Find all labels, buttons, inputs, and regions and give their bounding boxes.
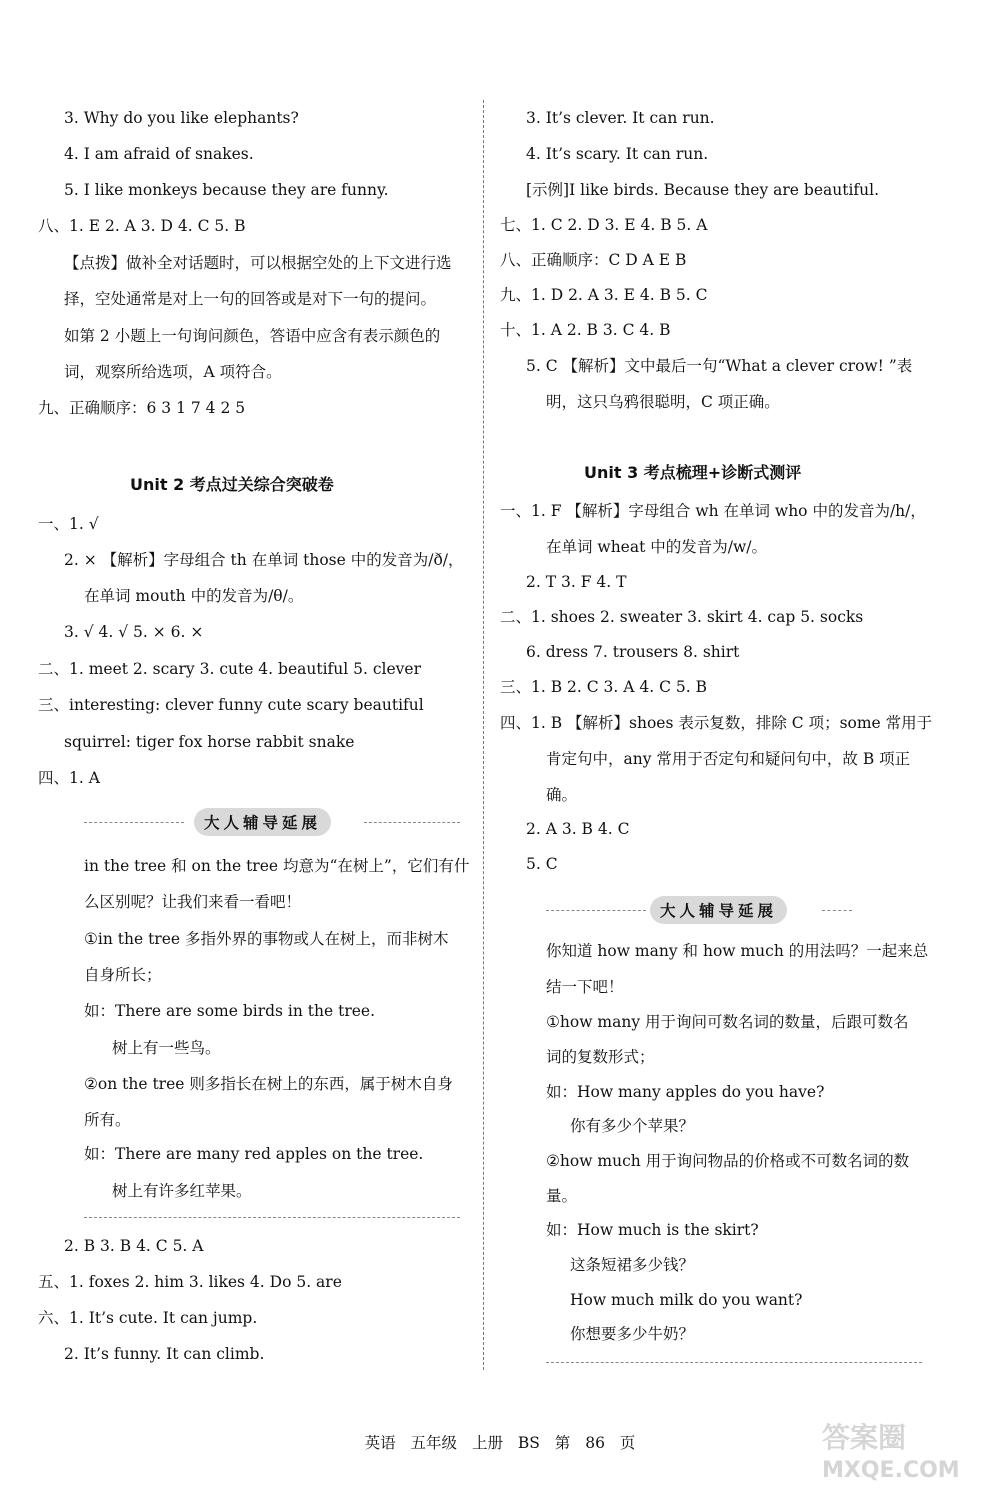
extension-line: 你知道 how many 和 how much 的用法吗？一起来总 [546, 942, 929, 960]
answer-line: 明，这只乌鸦很聪明，C 项正确。 [546, 393, 780, 411]
extension-line: 你想要多少牛奶？ [570, 1325, 695, 1343]
tip-line: 如第 2 小题上一句询问颜色，答语中应含有表示颜色的 [64, 327, 441, 345]
answer-line: 四、1. A [38, 769, 100, 787]
answer-line: 一、1. √ [38, 515, 99, 533]
answer-line: 在单词 wheat 中的发音为/w/。 [546, 538, 767, 556]
extension-line: 自身所长； [84, 966, 162, 984]
extension-line: 所有。 [84, 1111, 131, 1129]
svg-text:答案圈: 答案圈 [822, 1421, 907, 1454]
answer-line: 确。 [546, 786, 578, 804]
extension-line: ②on the tree 则多指长在树上的东西，属于树木自身 [84, 1075, 453, 1093]
answer-line: 2. B 3. B 4. C 5. A [64, 1237, 204, 1255]
answer-line: 三、interesting: clever funny cute scary beautiful [38, 696, 424, 714]
extension-line: 么区别呢？让我们来看一看吧！ [84, 893, 302, 911]
extension-banner [546, 894, 922, 928]
extension-line: 你有多少个苹果？ [570, 1117, 695, 1135]
answer-line: 一、1. F 【解析】字母组合 wh 在单词 who 中的发音为/h/， [500, 502, 926, 520]
answer-line: squirrel: tiger fox horse rabbit snake [64, 733, 355, 751]
answer-line: 3. √ 4. √ 5. × 6. × [64, 623, 204, 641]
answer-line: 五、1. foxes 2. him 3. likes 4. Do 5. are [38, 1273, 342, 1291]
answer-line: 4. It’s scary. It can run. [526, 145, 709, 163]
banner-label: 大人辅导延展 [194, 808, 331, 836]
extension-line: 如：There are many red apples on the tree. [84, 1145, 424, 1163]
answer-line: 4. I am afraid of snakes. [64, 145, 254, 163]
column-divider [483, 100, 484, 1370]
extension-line: 如：How much is the skirt? [546, 1221, 759, 1239]
watermark-logo [810, 1415, 985, 1485]
extension-line: ②how much 用于询问物品的价格或不可数名词的数 [546, 1152, 910, 1170]
extension-line: 树上有一些鸟。 [112, 1039, 221, 1057]
answer-line: 5. C [526, 855, 558, 873]
tip-line: 词，观察所给选项，A 项符合。 [64, 363, 282, 381]
extension-line: 树上有许多红苹果。 [112, 1182, 252, 1200]
extension-end-divider [546, 1362, 922, 1363]
answer-line: 九、正确顺序：6 3 1 7 4 2 5 [38, 399, 246, 417]
answer-line: 八、1. E 2. A 3. D 4. C 5. B [38, 217, 246, 235]
tip-line: 【点拨】做补全对话题时，可以根据空处的上下文进行选 [64, 254, 452, 272]
extension-end-divider [84, 1217, 460, 1218]
answer-line: 肯定句中，any 常用于否定句和疑问句中，故 B 项正 [546, 750, 911, 768]
page-footer: 英语 五年级 上册 BS 第 86 页 [364, 1434, 636, 1452]
answer-line: 十、1. A 2. B 3. C 4. B [500, 321, 671, 339]
extension-line: 量。 [546, 1187, 578, 1205]
extension-line: 词的复数形式； [546, 1048, 655, 1066]
answer-line: 5. C 【解析】文中最后一句“What a clever crow! ”表 [526, 357, 913, 375]
extension-line: 这条短裙多少钱？ [570, 1256, 695, 1274]
section-title: Unit 3 考点梳理+诊断式测评 [584, 463, 802, 482]
svg-text:MXQE.COM: MXQE.COM [822, 1458, 960, 1483]
answer-line: 八、正确顺序：C D A E B [500, 251, 687, 269]
answer-line: [示例]I like birds. Because they are beautiful. [526, 181, 880, 199]
answer-line: 3. It’s clever. It can run. [526, 109, 715, 127]
extension-line: How much milk do you want? [570, 1291, 803, 1309]
answer-line: 2. A 3. B 4. C [526, 820, 630, 838]
extension-line: ①in the tree 多指外界的事物或人在树上，而非树木 [84, 930, 449, 948]
answer-line: 三、1. B 2. C 3. A 4. C 5. B [500, 678, 707, 696]
answer-line: 二、1. meet 2. scary 3. cute 4. beautiful 5. clever [38, 660, 421, 678]
extension-line: 结一下吧！ [546, 978, 624, 996]
answer-line: 5. I like monkeys because they are funny. [64, 181, 389, 199]
answer-line: 在单词 mouth 中的发音为/θ/。 [84, 587, 304, 605]
extension-line: in the tree 和 on the tree 均意为“在树上”，它们有什 [84, 857, 470, 875]
answer-line: 2. T 3. F 4. T [526, 573, 627, 591]
answer-line: 2. × 【解析】字母组合 th 在单词 those 中的发音为/ð/， [64, 551, 464, 569]
answer-line: 6. dress 7. trousers 8. shirt [526, 643, 740, 661]
answer-line: 六、1. It’s cute. It can jump. [38, 1309, 258, 1327]
banner-label: 大人辅导延展 [650, 896, 787, 924]
answer-line: 四、1. B 【解析】shoes 表示复数，排除 C 项；some 常用于 [500, 714, 933, 732]
extension-line: 如：How many apples do you have? [546, 1083, 825, 1101]
answer-line: 2. It’s funny. It can climb. [64, 1345, 265, 1363]
section-title: Unit 2 考点过关综合突破卷 [130, 475, 334, 494]
extension-line: 如：There are some birds in the tree. [84, 1002, 376, 1020]
extension-line: ①how many 用于询问可数名词的数量，后跟可数名 [546, 1013, 909, 1031]
answer-line: 七、1. C 2. D 3. E 4. B 5. A [500, 216, 708, 234]
answer-line: 九、1. D 2. A 3. E 4. B 5. C [500, 286, 708, 304]
extension-banner [84, 806, 460, 840]
answer-line: 二、1. shoes 2. sweater 3. skirt 4. cap 5. socks [500, 608, 864, 626]
answer-line: 3. Why do you like elephants? [64, 109, 299, 127]
tip-line: 择，空处通常是对上一句的回答或是对下一句的提问。 [64, 290, 437, 308]
